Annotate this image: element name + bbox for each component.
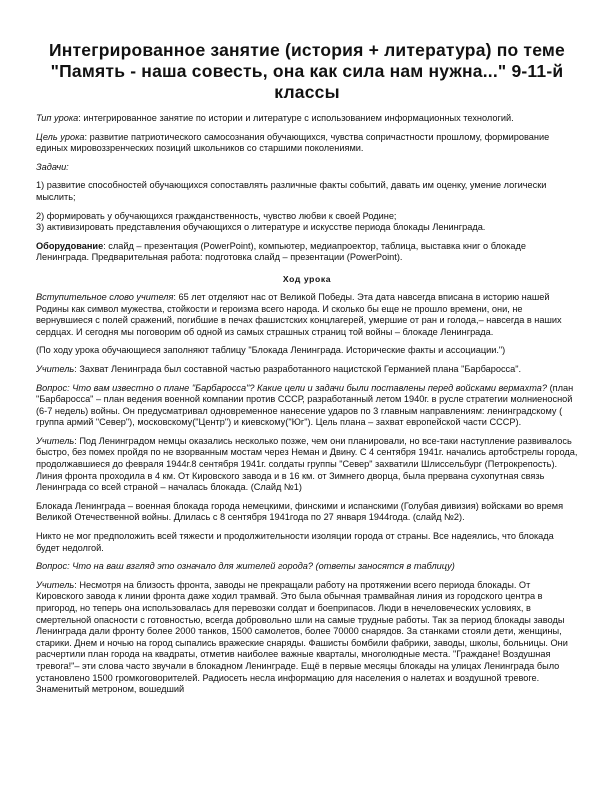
intro-paragraph — [36, 292, 578, 338]
teacher-label-3: Учитель — [36, 579, 75, 590]
lesson-type-text: : интегрированное занятие по истории и литературе с использованием информационных технологий. — [78, 113, 514, 123]
equipment-paragraph — [36, 241, 578, 264]
document-title: Интегрированное занятие (история + литература) по теме "Память - наша совесть, она как сила нам нужна..." 9-11-й классы — [48, 40, 565, 102]
nobody-paragraph: Никто не мог предположить всей тяжести и продолжительности изоляции города от страны. Все надеялись, что блокада будет недолгой. — [36, 531, 554, 553]
lesson-goal-text: : развитие патриотического самосознания обучающихся, чувства сопричастности прошлому, формирование единых мировоззренческих позиций школьников со старшими поколениями. — [36, 131, 550, 154]
lesson-goal-paragraph — [36, 132, 578, 155]
task-item-2: 2) формировать у обучающихся гражданственность, чувство любви к своей Родине; — [36, 210, 397, 221]
teacher-paragraph-1 — [36, 364, 578, 376]
table-note: (По ходу урока обучающиеся заполняют таблицу "Блокада Ленинграда. Исторические факты и ассоциации.") — [36, 345, 506, 356]
task-item-1: 1) развитие способностей обучающихся сопоставлять различные факты событий, давать им оценку, умение логически мыслить; — [36, 180, 547, 202]
teacher-text-2: : Под Ленинградом немцы оказались несколько позже, чем они планировали, но все-таки наступление развивалось быстро, без помех пройдя по не взорванным мостам через Неман и Двину. С 4 сентября 1941г. начались артобстрелы города, продолжавшиеся до февраля 1944г.8 сентября 1941г. солдаты группы "Север" захватили Шлиссельбург (Петрокрепость). Линия фронта проходила в 4 км. От Кировского завода и в 16 км. от Зимнего дворца, была прервана сухопутная связь Ленинграда со всей страной – началась блокада. (Слайд №1) — [36, 435, 578, 493]
question-1: Вопрос: Что вам известно о плане "Барбаросса"? Какие цели и задачи были поставлены перед войсками вермахта? — [36, 382, 548, 393]
section-heading: Ход урока — [282, 273, 332, 284]
lesson-type-paragraph — [36, 113, 578, 125]
intro-label: Вступительное слово учителя — [36, 291, 174, 302]
blockade-definition: Блокада Ленинграда – военная блокада города немецкими, финскими и испанскими (Голубая дивизия) войсками во время Великой Отечественной войны. Длилась с 8 сентября 1941года по 27 января 1944года. (слайд №2). — [36, 500, 564, 523]
teacher-text-3: : Несмотря на близость фронта, заводы не прекращали работу на протяжении всего периода блокады. От Кировского завода к линии фронта даже ходил трамвай. Это была обычная трамвайная линия из городского центра в пригород, но теперь она использовалась для перевозки солдат и боеприпасов. Люди в нечеловеческих условиях, в смертельной опасности с готовностью, всегда добровольно шли на самые трудные работы. Так за период блокады заводы Ленинграда дали фронту более 2000 танков, 1500 самолетов, более 70000 снарядов. За станками стояли дети, женщины, старики. Днем и ночью на город сыпались вражеские снаряды. Фашисты бомбили фабрики, заводы, школы, больницы. Они расчертили план города на квадраты, отметив наиболее важные кварталы, многолюдные места. "Граждане! Воздушная тревога!"– эти слова часто звучали в блокадном Ленинграде. Ещё в первые месяцы блокады на улицах Ленинграда было установлено 1500 громкоговорителей. Радиосеть несла информацию для населения о налетах и воздушной тревоге. Знаменитый метроном, вошедший — [36, 579, 568, 695]
equipment-label: Оборудование — [36, 240, 104, 251]
task-item-3: 3) активизировать представления обучающихся о литературе и искусстве периода блокады Ленинграда. — [36, 222, 486, 233]
question-2: Вопрос: Что на ваш взгляд это означало для жителей города? (ответы заносятся в таблицу) — [36, 561, 455, 572]
teacher-text-1: : Захват Ленинграда был составной частью разработанного нацистской Германией плана "Барбаросса". — [74, 363, 522, 374]
question-answer-1 — [36, 383, 578, 429]
answer-1: (план "Барбаросса" – план ведения военной компании против СССР, разработанный летом 1940г. в русле стратегии молниеносной (6-7 недель) войны. Он предусматривал одновременное нанесение ударов по 3 главным направлениям: ленинградскому ( группа армий "Север"), московскому("Центр") и киевскому("Юг"). Цель плана – захват европейской части СССР). — [36, 382, 574, 428]
teacher-label-1: Учитель — [36, 363, 75, 374]
intro-text: : 65 лет отделяют нас от Великой Победы. Эта дата навсегда вписана в историю нашей Родины как символ мужества, стойкости и героизма всего народа. И сколько бы еще не прошло времени, они, не вернувшиеся с полей сражений, погибшие в печах фашистских концлагерей, умершие от ран и голода,– навсегда в наших сердцах. И сегодня мы поговорим об одной из самых страшных страниц той войны – блокаде Ленинграда. — [36, 291, 562, 337]
lesson-goal-label: Цель урока — [36, 131, 85, 142]
tasks-label: Задачи: — [36, 161, 69, 172]
equipment-text: : слайд – презентация (PowerPoint), компьютер, медиапроектор, таблица, выставка книг о блокаде Ленинграда. Предварительная работа: подготовка слайд – презентации (PowerPoint). — [36, 240, 526, 263]
lesson-type-label: Тип урока — [36, 113, 79, 123]
teacher-label-2: Учитель — [36, 435, 75, 446]
teacher-paragraph-2 — [36, 436, 578, 494]
teacher-paragraph-3 — [36, 580, 578, 696]
